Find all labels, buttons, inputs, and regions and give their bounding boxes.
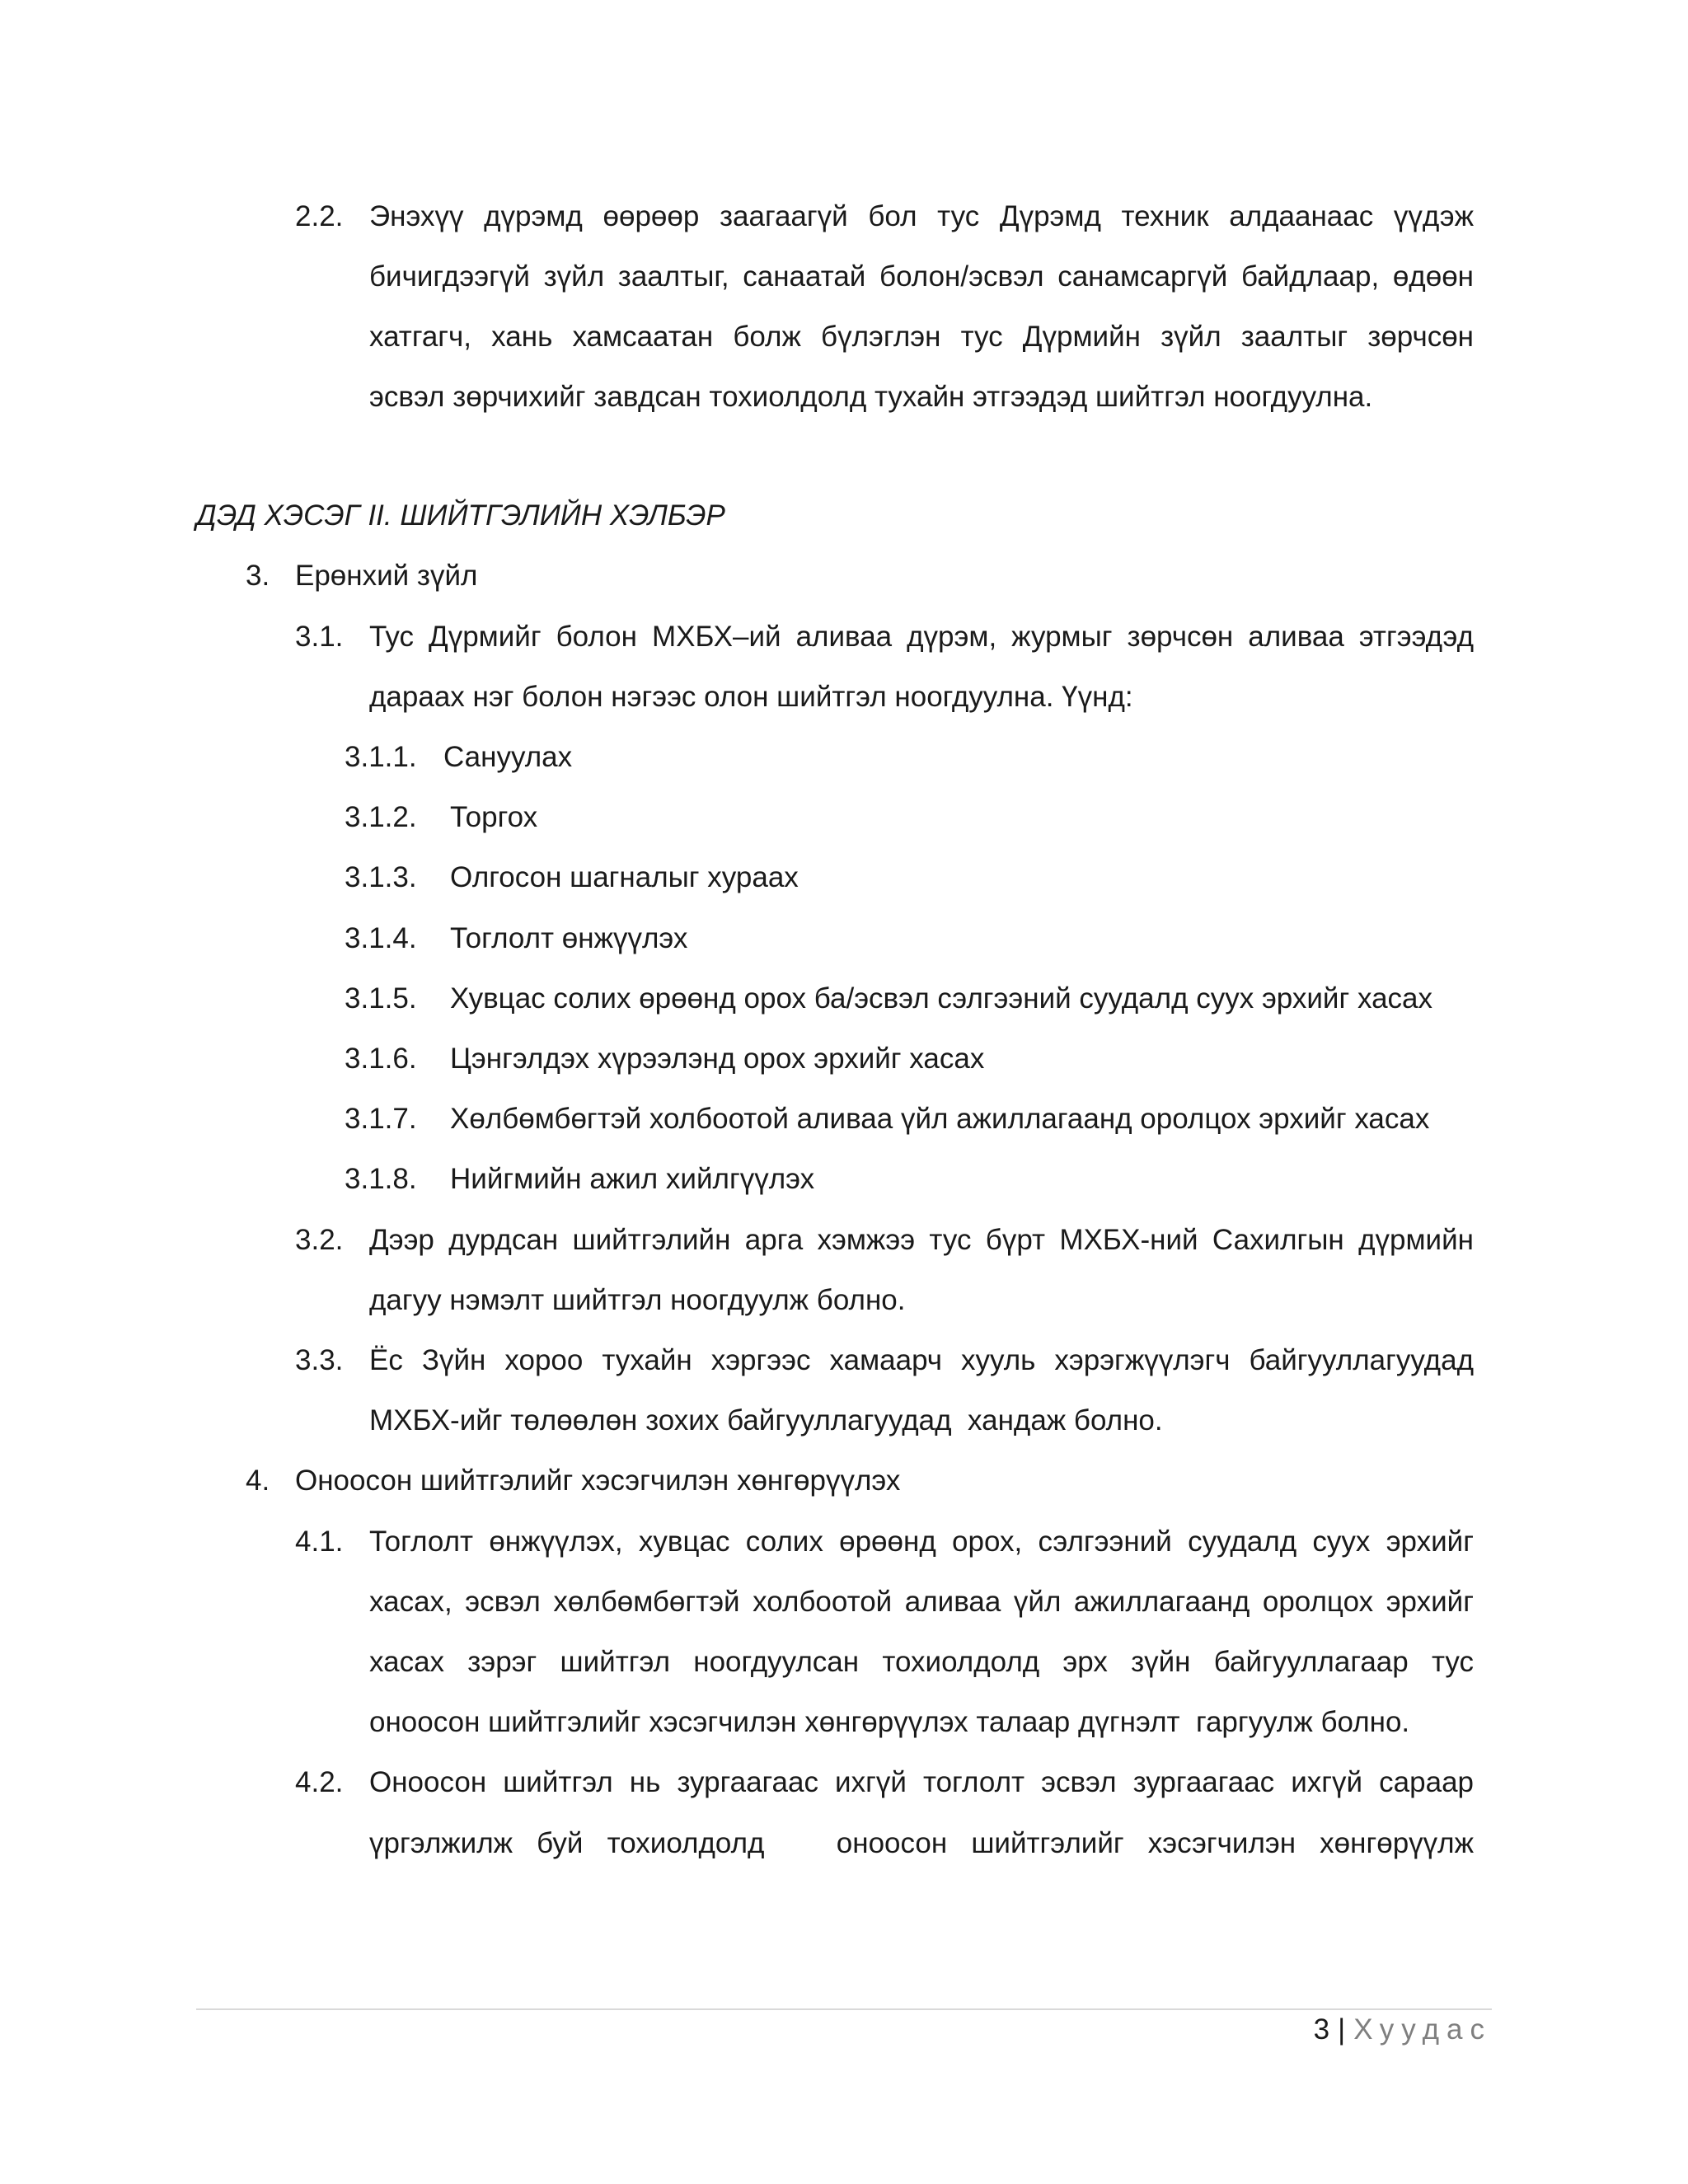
list-item-number: 3.1.5. [345, 982, 417, 1015]
section-3-title: Ерөнхий зүйл [295, 560, 478, 592]
list-item-number: 3.1.6. [345, 1043, 417, 1075]
page-number: 3 [1313, 2013, 1330, 2046]
list-item-number: 3.1.8. [345, 1163, 417, 1195]
clause-2-2-line-4: эсвэл зөрчихийг завдсан тохиолдолд тухайн этгээдэд шийтгэл ноогдуулна. [369, 381, 1373, 413]
part-heading: ДЭД ХЭСЭГ II. ШИЙТГЭЛИЙН ХЭЛБЭР [196, 499, 725, 532]
footer-divider [196, 2008, 1492, 2010]
clause-3-3-line-1: Ёс Зүйн хороо тухайн хэргээс хамаарч хууль хэрэгжүүлэгч байгууллагуудад [369, 1344, 1474, 1376]
list-item-text: Хөлбөмбөгтэй холбоотой аливаа үйл ажиллагаанд оролцох эрхийг хасах [450, 1103, 1430, 1135]
list-item-text: Нийгмийн ажил хийлгүүлэх [450, 1163, 815, 1195]
clause-4-1-line-2: хасах, эсвэл хөлбөмбөгтэй холбоотой аливаа үйл ажиллагаанд оролцох эрхийг [369, 1586, 1474, 1618]
footer-separator: | [1338, 2013, 1346, 2046]
clause-number-3-2: 3.2. [295, 1224, 344, 1256]
clause-2-2-line-1: Энэхүү дүрэмд өөрөөр заагаагүй бол тус Дүрэмд техник алдаанаас үүдэж [369, 200, 1474, 232]
clause-number-3-1: 3.1. [295, 621, 344, 653]
list-item-text: Тоглолт өнжүүлэх [450, 922, 688, 954]
page-label: Хуудас [1353, 2013, 1492, 2046]
clause-number-3-3: 3.3. [295, 1344, 344, 1376]
list-item-number: 3.1.4. [345, 922, 417, 954]
list-item-number: 3.1.2. [345, 801, 417, 833]
clause-3-3-line-2: МХБХ-ийг төлөөлөн зохих байгууллагуудад хандаж болно. [369, 1404, 1163, 1436]
clause-number-4-2: 4.2. [295, 1766, 344, 1798]
section-number-4: 4. [246, 1465, 270, 1497]
clause-4-2-line-1: Оноосон шийтгэл нь зургаагаас ихгүй тоглолт эсвэл зургаагаас ихгүй сараар [369, 1766, 1474, 1798]
clause-4-1-line-4: оноосон шийтгэлийг хэсэгчилэн хөнгөрүүлэх талаар дүгнэлт гаргуулж болно. [369, 1706, 1410, 1738]
clause-4-1-line-1: Тоглолт өнжүүлэх, хувцас солих өрөөнд орох, сэлгээний суудалд суух эрхийг [369, 1526, 1474, 1558]
clause-3-1-line-2: дараах нэг болон нэгээс олон шийтгэл ноогдуулна. Үүнд: [369, 681, 1133, 713]
clause-2-2-line-3: хатгагч, хань хамсаатан болж бүлэглэн тус Дүрмийн зүйл заалтыг зөрчсөн [369, 321, 1474, 353]
section-number-3: 3. [246, 560, 270, 592]
clause-3-2-line-1: Дээр дурдсан шийтгэлийн арга хэмжээ тус бүрт МХБХ-ний Сахилгын дүрмийн [369, 1224, 1474, 1256]
clause-3-1-line-1: Тус Дүрмийг болон МХБХ–ий аливаа дүрэм, журмыг зөрчсөн аливаа этгээдэд [369, 621, 1474, 653]
clause-4-1-line-3: хасах зэрэг шийтгэл ноогдуулсан тохиолдолд эрх зүйн байгууллагаар тус [369, 1646, 1474, 1678]
clause-3-2-line-2: дагуу нэмэлт шийтгэл ноогдуулж болно. [369, 1284, 906, 1316]
list-item-number: 3.1.1. [345, 741, 417, 773]
list-item-number: 3.1.7. [345, 1103, 417, 1135]
clause-number-4-1: 4.1. [295, 1526, 344, 1558]
page-footer [1314, 2011, 1492, 2049]
list-item-text: Хувцас солих өрөөнд орох ба/эсвэл сэлгээний суудалд суух эрхийг хасах [450, 982, 1432, 1015]
section-4-title: Оноосон шийтгэлийг хэсэгчилэн хөнгөрүүлэх [295, 1465, 901, 1497]
clause-2-2-line-2: бичигдээгүй зүйл заалтыг, санаатай болон/эсвэл санамсаргүй байдлаар, өдөөн [369, 260, 1474, 293]
clause-4-2-line-2: үргэлжилж буй тохиолдолд оноосон шийтгэлийг хэсэгчилэн хөнгөрүүлж [369, 1827, 1474, 1859]
list-item-text: Сануулах [443, 741, 573, 773]
list-item-number: 3.1.3. [345, 861, 417, 893]
list-item-text: Торгох [450, 801, 538, 833]
list-item-text: Цэнгэлдэх хүрээлэнд орох эрхийг хасах [450, 1043, 985, 1075]
list-item-text: Олгосон шагналыг хураах [450, 861, 799, 893]
clause-number-2-2: 2.2. [295, 200, 344, 232]
